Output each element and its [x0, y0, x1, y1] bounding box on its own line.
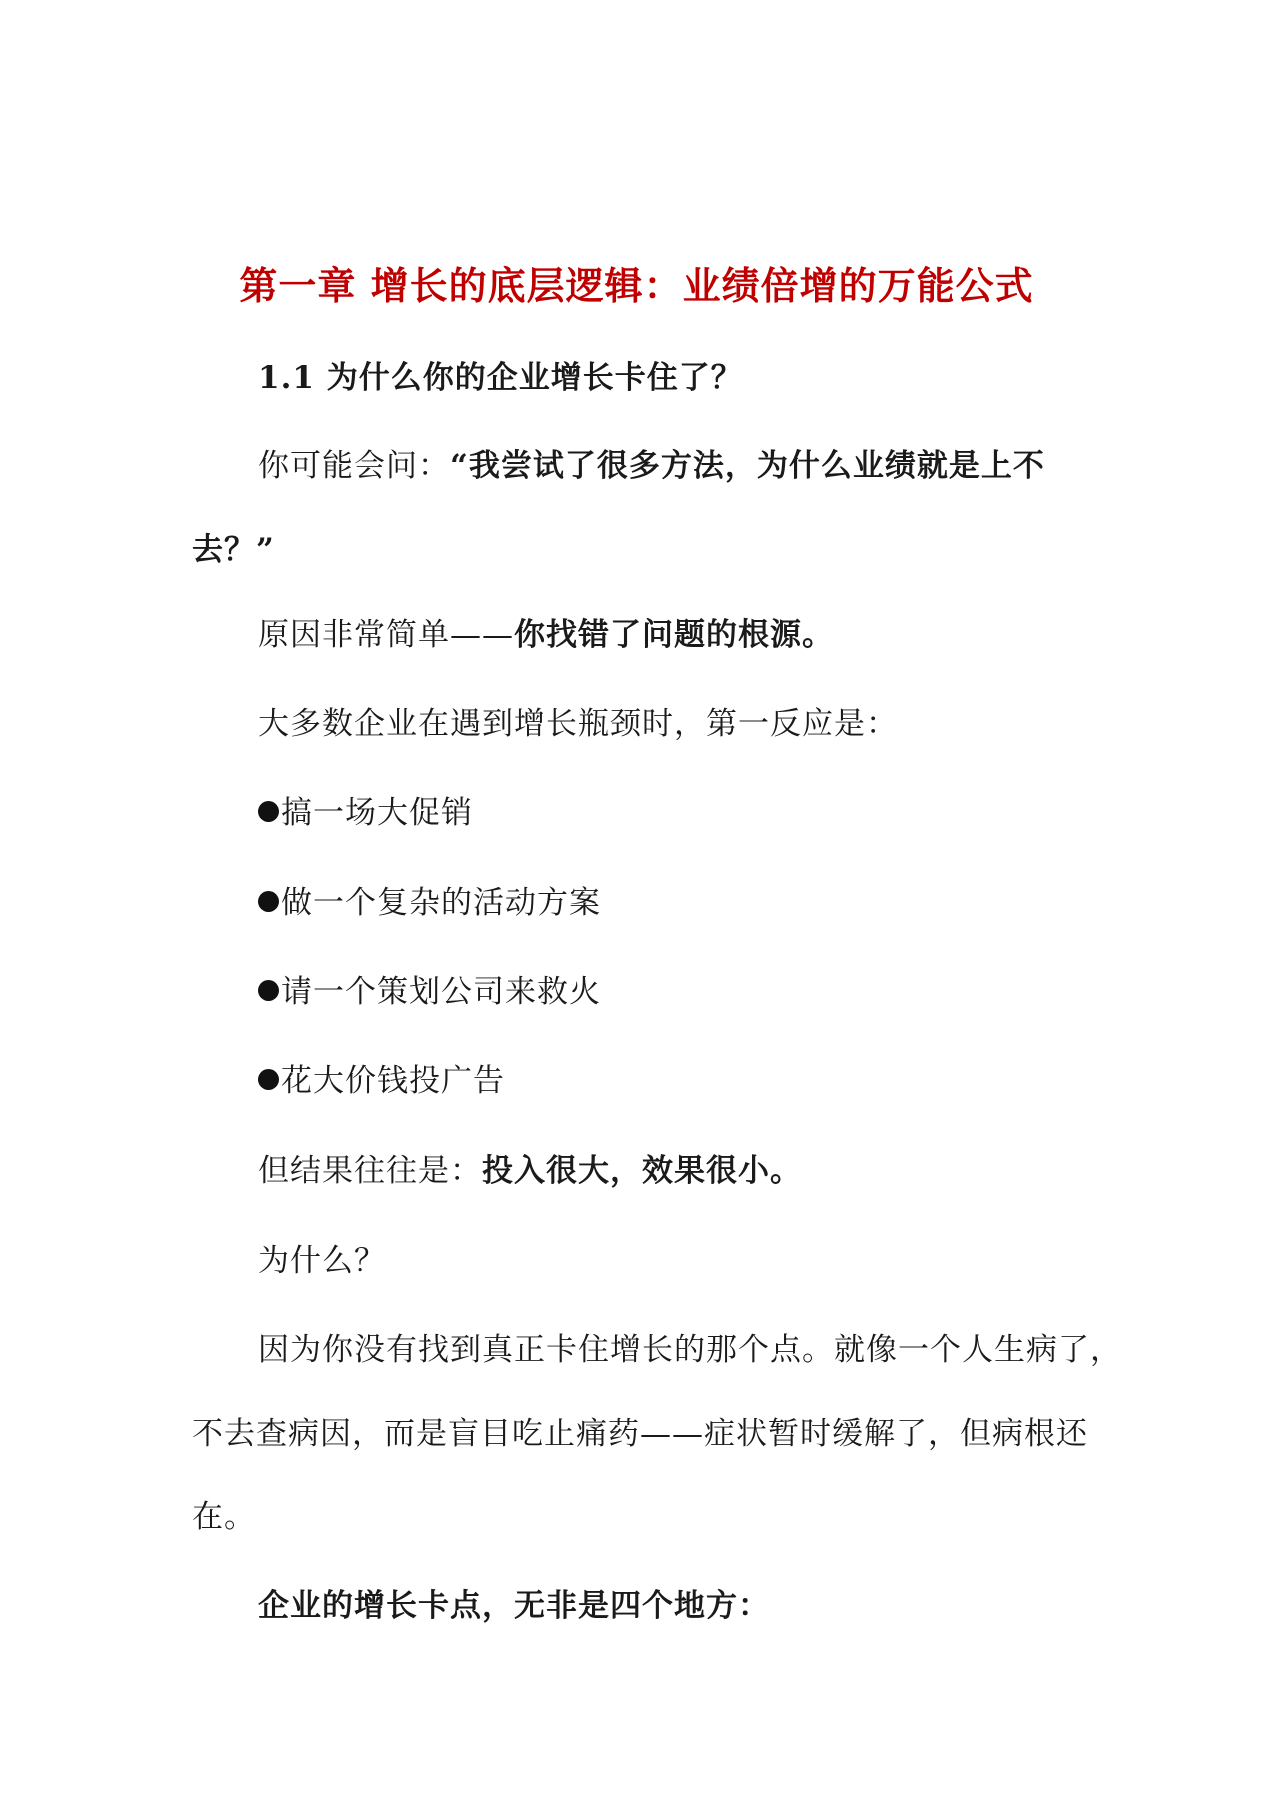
- bullet-icon: [258, 1069, 279, 1090]
- bullet-icon: [258, 801, 279, 822]
- list-item-text: 做一个复杂的活动方案: [281, 885, 601, 921]
- bullet-icon: [258, 891, 279, 912]
- list-item: [258, 793, 473, 833]
- paragraph-text: 原因非常简单——: [258, 617, 514, 653]
- paragraph-bold-text: 投入很大，效果很小。: [482, 1153, 802, 1189]
- list-item-text: 请一个策划公司来救火: [281, 974, 601, 1010]
- list-item-text: 花大价钱投广告: [281, 1063, 505, 1099]
- paragraph-four-points: 企业的增长卡点，无非是四个地方：: [258, 1588, 770, 1624]
- paragraph-explanation-line2: 不去查病因，而是盲目吃止痛药——症状暂时缓解了，但病根还: [192, 1416, 1088, 1452]
- paragraph-bold-text: 你找错了问题的根源。: [514, 617, 834, 653]
- list-item-text: 搞一场大促销: [281, 795, 473, 831]
- paragraph-intro-list: 大多数企业在遇到增长瓶颈时，第一反应是：: [258, 706, 898, 742]
- section-heading: 1.1 为什么你的企业增长卡住了？: [258, 360, 743, 396]
- paragraph-result: [258, 1151, 802, 1191]
- bullet-icon: [258, 980, 279, 1001]
- paragraph-reason: [258, 615, 834, 655]
- list-item: [258, 1061, 505, 1101]
- paragraph-text: 但结果往往是：: [258, 1153, 482, 1189]
- paragraph-question-line2: 去？”: [192, 532, 275, 568]
- paragraph-explanation-line3: 在。: [192, 1499, 256, 1535]
- paragraph-text: 你可能会问：: [258, 448, 450, 484]
- list-item: [258, 972, 601, 1012]
- list-item: [258, 883, 601, 923]
- paragraph-why: 为什么？: [258, 1243, 386, 1279]
- paragraph-question-line1: [258, 446, 1045, 486]
- paragraph-explanation-line1: 因为你没有找到真正卡住增长的那个点。就像一个人生病了，: [258, 1332, 1122, 1368]
- paragraph-bold-text: “我尝试了很多方法，为什么业绩就是上不: [450, 448, 1045, 484]
- chapter-title: 第一章 增长的底层逻辑：业绩倍增的万能公式: [239, 263, 1034, 308]
